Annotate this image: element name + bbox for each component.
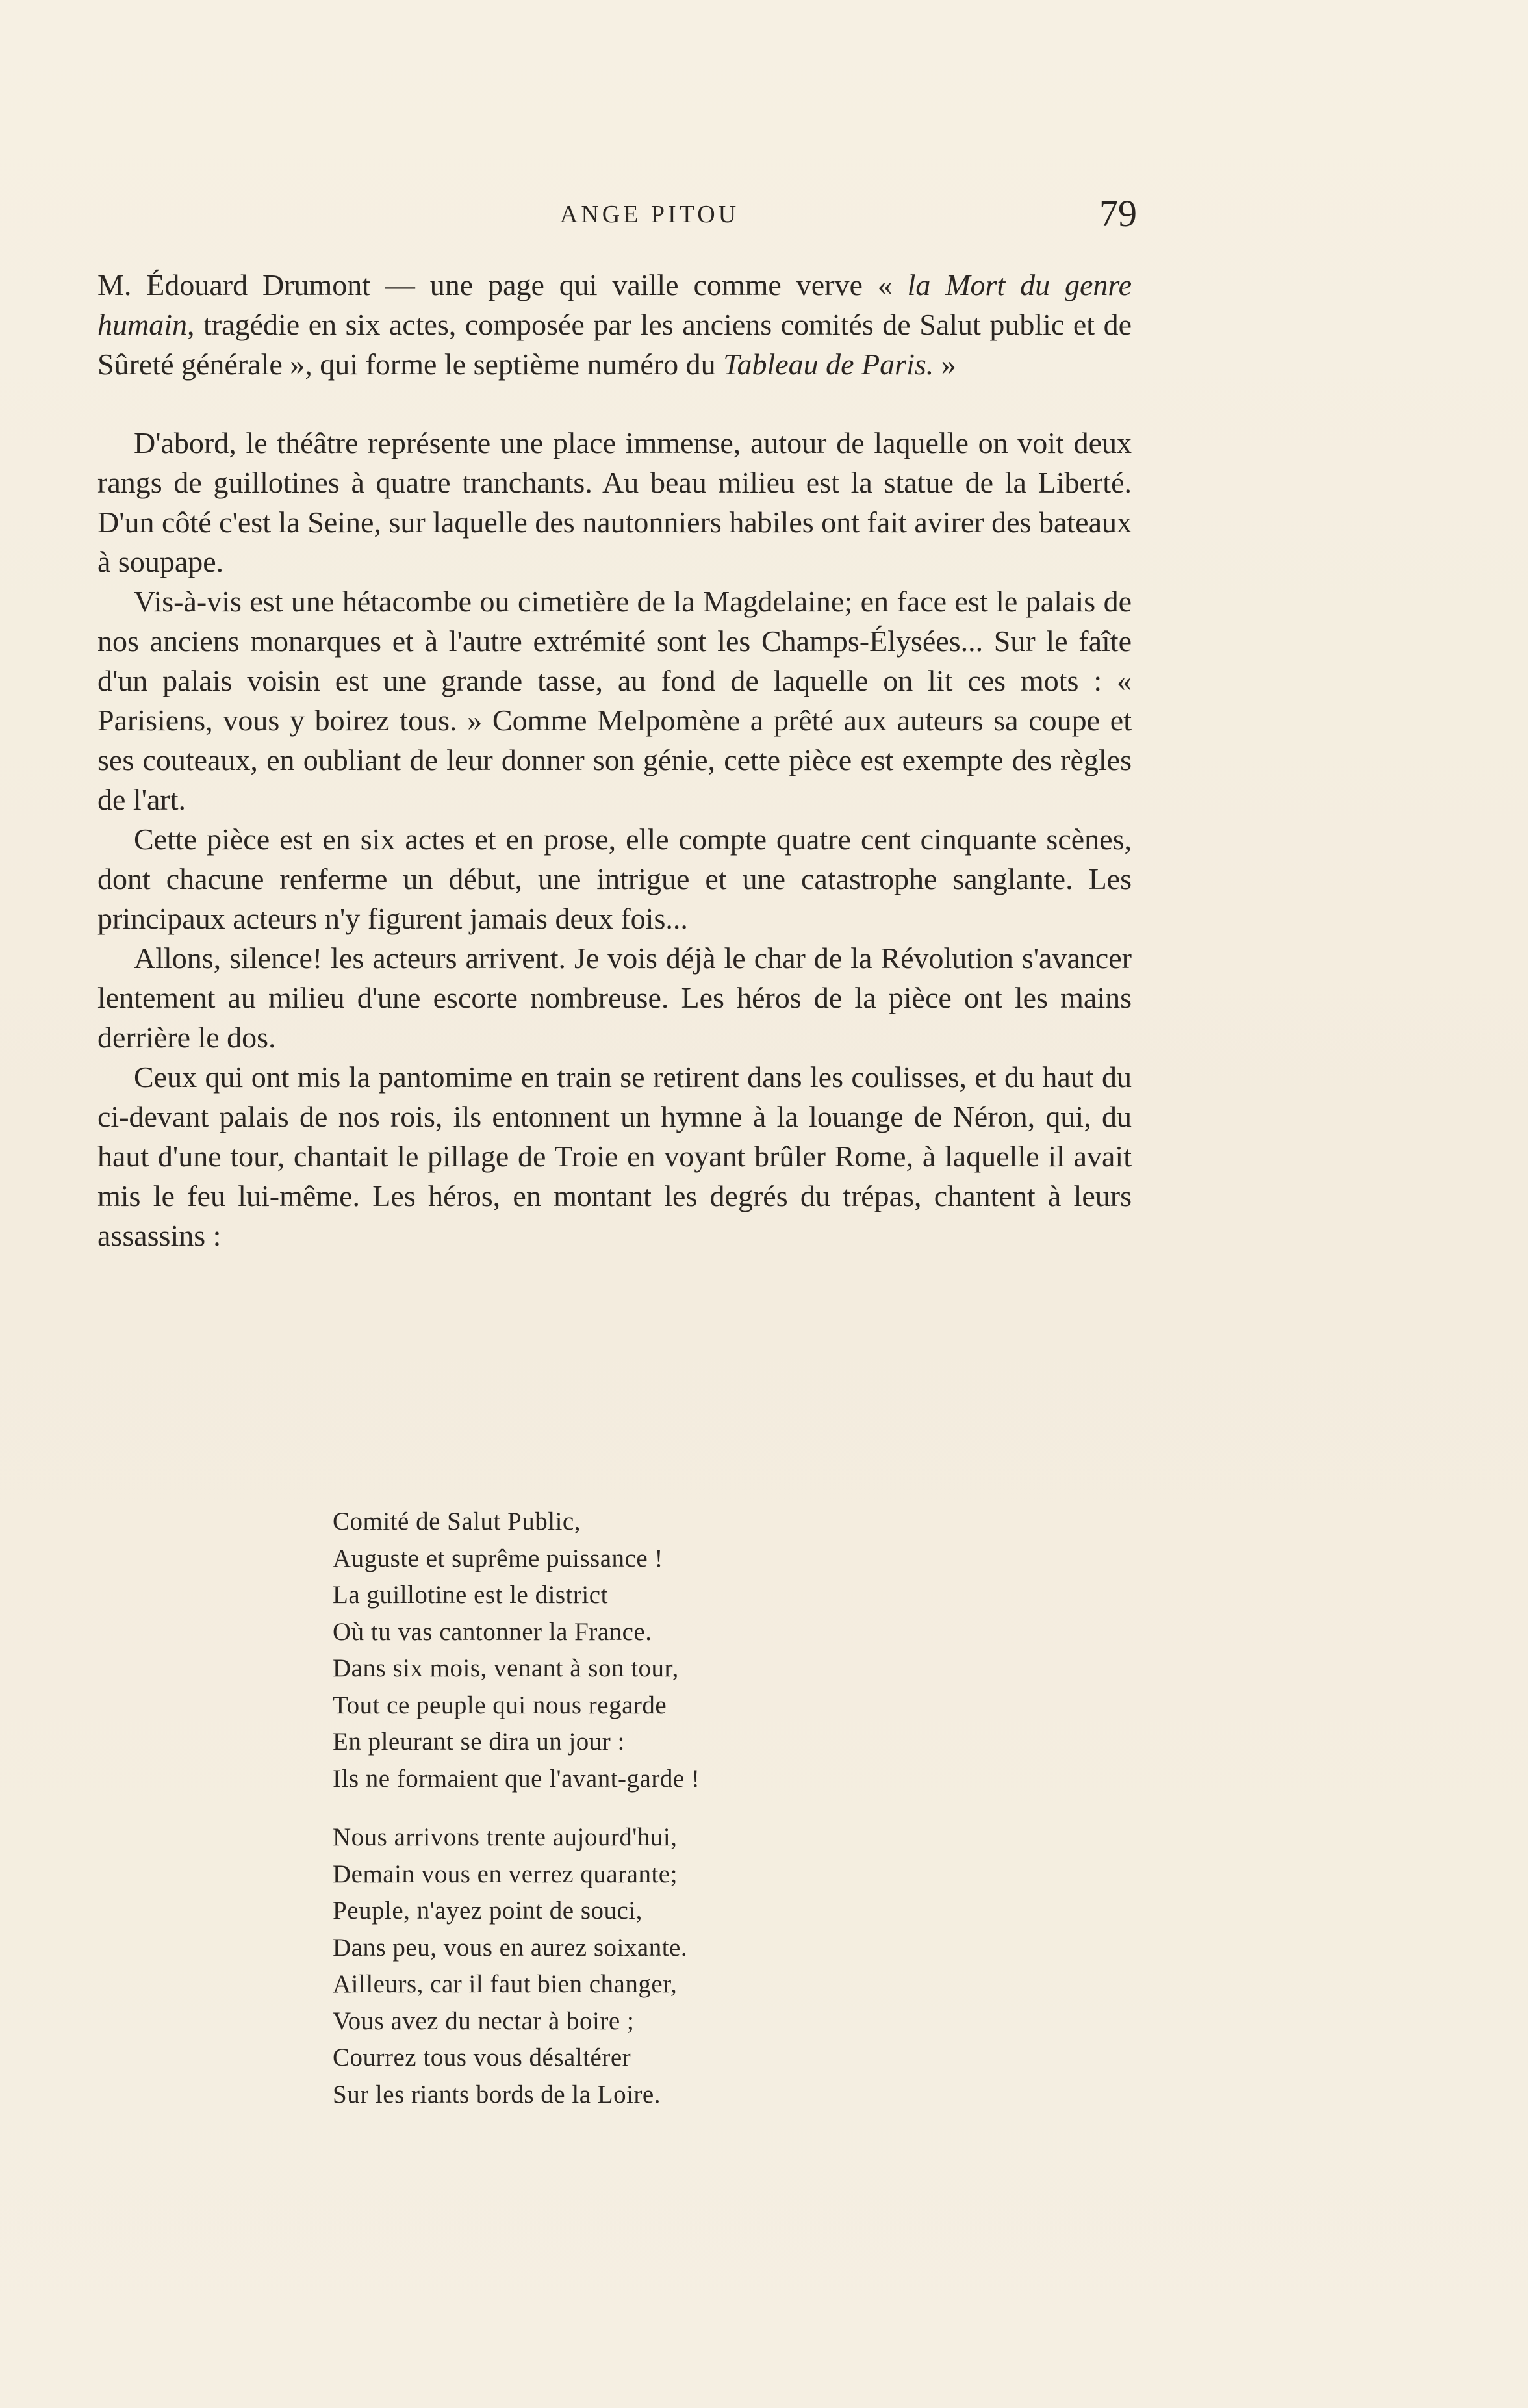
verse-line: En pleurant se dira un jour : [333,1728,625,1756]
verse-line: Demain vous en verrez quarante; [333,1860,678,1888]
verse-line: Ils ne formaient que l'avant-garde ! [333,1764,700,1793]
page-number: 79 [1099,192,1137,235]
italic-title: Tableau de Paris. [723,348,934,381]
verse-stanza [333,1819,917,2113]
verse-line: La guillotine est le district [333,1581,608,1609]
running-title: ANGE PITOU [559,201,740,228]
text-segment: , tragédie en six actes, composée par les anciens comités de Salut public et de Sûreté générale », qui forme le septième numéro du [97,308,1132,381]
italic-title: la Mort du genre humain [97,268,1132,341]
verse-stanza [333,1504,917,1797]
running-header [97,192,1137,235]
text-segment: M. Édouard Drumont — une page qui vaille comme verve « [97,268,908,301]
verse-line: Peuple, n'ayez point de souci, [333,1897,643,1925]
paragraph [97,265,1132,384]
paragraph [97,423,1132,582]
verse-line: Vous avez du nectar à boire ; [333,2006,635,2035]
verse-line: Tout ce peuple qui nous regarde [333,1691,667,1719]
text-segment: Vis-à-vis est une hétacombe ou cimetière de la Magdelaine; en face est le palais de nos anciens monarques et à l'autre extrémité sont les Champs-Élysées... Sur le faîte d'un palais voisin est une grande tasse, au fond de laquelle on lit ces mots : « Parisiens, vous y boirez tous. » Comme Melpomène a prêté aux auteurs sa coupe et ses couteaux, en oubliant de leur donner son génie, cette pièce est exempte des règles de l'art. [97,585,1132,816]
text-segment: Cette pièce est en six actes et en prose, elle compte quatre cent cinquante scènes, dont chacune renferme un début, une intrigue et une catastrophe sanglante. Les principaux acteurs n'y figurent jamais deux fois... [97,823,1132,935]
text-segment: » [934,348,956,381]
verse-line: Dans six mois, venant à son tour, [333,1654,679,1682]
paragraph [97,1057,1132,1255]
verse-line: Courrez tous vous désaltérer [333,2043,631,2071]
paragraph [97,938,1132,1057]
prose-body [97,265,1132,1255]
verse-line: Auguste et suprême puissance ! [333,1544,663,1572]
verse-line: Nous arrivons trente aujourd'hui, [333,1823,678,1851]
verse-line: Où tu vas cantonner la France. [333,1617,652,1646]
paragraph [97,819,1132,938]
text-segment: D'abord, le théâtre représente une place immense, autour de laquelle on voit deux rangs de guillotines à quatre tranchants. Au beau milieu est la statue de la Liberté. D'un côté c'est la Seine, sur laquelle des nautonniers habiles ont fait avirer des bateaux à soupape. [97,426,1132,578]
text-segment: Ceux qui ont mis la pantomime en train se retirent dans les coulisses, et du haut du ci-devant palais de nos rois, ils entonnent un hymne à la louange de Néron, qui, du haut d'une tour, chantait le pillage de Troie en voyant brûler Rome, à laquelle il avait mis le feu lui-même. Les héros, en montant les degrés du trépas, chantent à leurs assassins : [97,1060,1132,1252]
verse-line: Ailleurs, car il faut bien changer, [333,1970,678,1998]
verse-line: Sur les riants bords de la Loire. [333,2080,661,2108]
text-segment: Allons, silence! les acteurs arrivent. Je vois déjà le char de la Révolution s'avancer lentement au milieu d'une escorte nombreuse. Les héros de la pièce ont les mains derrière le dos. [97,941,1132,1054]
verse-line: Dans peu, vous en aurez soixante. [333,1933,688,1962]
paragraph [97,582,1132,819]
verse-line: Comité de Salut Public, [333,1507,581,1535]
